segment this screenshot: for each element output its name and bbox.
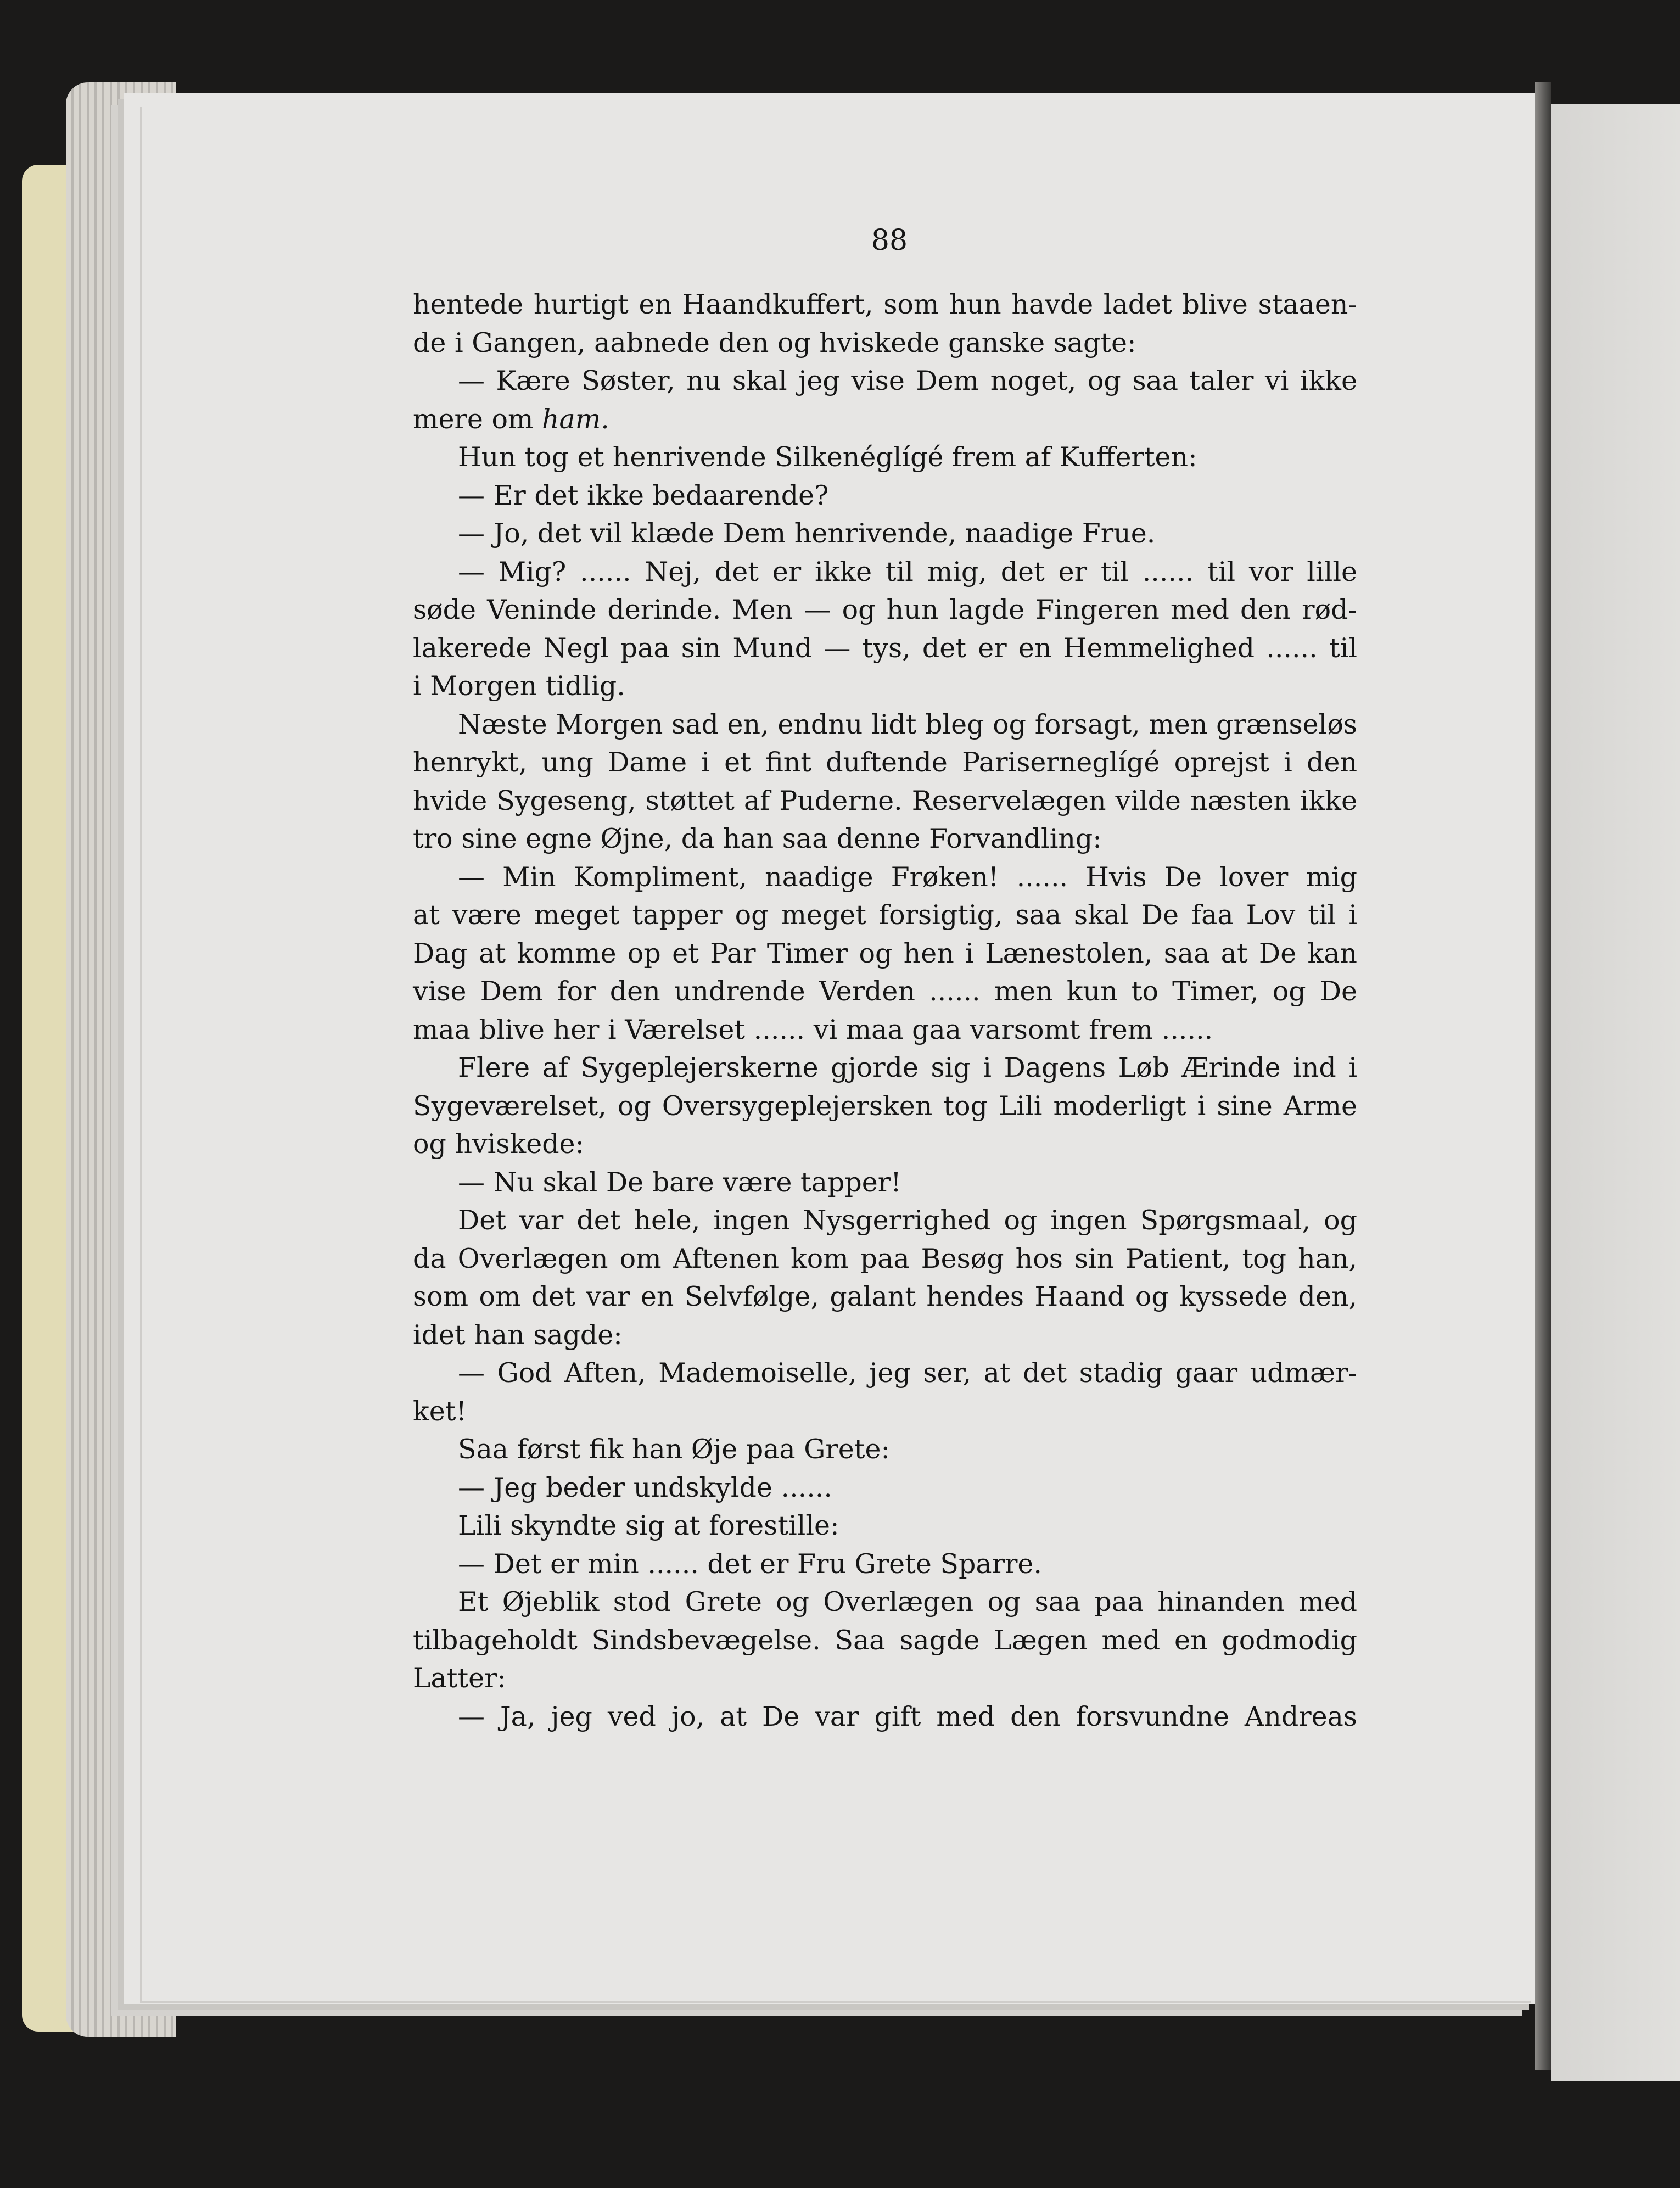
text-line: som om det var en Selvfølge, galant hendes Haand og kyssede den, [413,1281,1357,1312]
text-line: søde Veninde derinde. Men — og hun lagde Fingeren med den rød- [413,594,1357,625]
text-line: — Kære Søster, nu skal jeg vise Dem noget, og saa taler vi ikke [458,365,1357,396]
text-line: tro sine egne Øjne, da han saa denne Forvandling: [413,823,1102,854]
text-line: Et Øjeblik stod Grete og Overlægen og saa paa hinanden med [458,1586,1357,1618]
text-line: hvide Sygeseng, støttet af Puderne. Reservelægen vilde næsten ikke [413,785,1357,816]
page-text [413,286,1357,1736]
text-line: tilbageholdt Sindsbevægelse. Saa sagde Lægen med en godmodig [413,1624,1357,1656]
text-line: mere om ham. [413,403,609,435]
text-line: Hun tog et henrivende Silkenéglígé frem af Kufferten: [458,441,1197,473]
text-line: Næste Morgen sad en, endnu lidt bleg og forsagt, men grænseløs [458,708,1357,740]
text-line: Det var det hele, ingen Nysgerrighed og ingen Spørgsmaal, og [458,1205,1357,1236]
text-line: — Er det ikke bedaarende? [458,479,829,511]
text-line: ket! [413,1395,467,1427]
text-line: — Min Kompliment, naadige Frøken! ...... Hvis De lover mig [458,861,1357,893]
text-line: i Morgen tidlig. [413,670,625,702]
text-line: — Nu skal De bare være tapper! [458,1166,901,1198]
text-line: henrykt, ung Dame i et fint duftende Pariserneglígé oprejst i den [413,747,1357,778]
text-line: Sygeværelset, og Oversygeplejersken tog Lili moderligt i sine Arme [413,1090,1357,1122]
book-gutter [1535,82,1551,2070]
text-line: idet han sagde: [413,1319,623,1351]
text-line: hentede hurtigt en Haandkuffert, som hun havde ladet blive staaen- [413,289,1357,320]
text-line: da Overlægen om Aftenen kom paa Besøg hos sin Patient, tog han, [413,1243,1357,1274]
text-line: — Jeg beder undskylde ...... [458,1471,832,1503]
text-line: og hviskede: [413,1128,585,1160]
text-line: Dag at komme op et Par Timer og hen i Lænestolen, saa at De kan [413,937,1357,969]
text-line: lakerede Negl paa sin Mund — tys, det er en Hemmelighed ...... til [413,632,1357,664]
text-line: Saa først fik han Øje paa Grete: [458,1434,890,1465]
text-line: at være meget tapper og meget forsigtig, saa skal De faa Lov til i [413,899,1357,931]
facing-page [1551,104,1680,2081]
text-line: — God Aften, Mademoiselle, jeg ser, at det stadig gaar udmær- [458,1357,1357,1389]
page-number: 88 [871,224,908,257]
text-line: Lili skyndte sig at forestille: [458,1510,839,1541]
text-line: Flere af Sygeplejerskerne gjorde sig i Dagens Løb Ærinde ind i [458,1052,1357,1083]
text-line: — Det er min ...... det er Fru Grete Sparre. [458,1548,1043,1580]
text-line: — Mig? ...... Nej, det er ikke til mig, det er til ...... til vor lille [458,556,1357,587]
text-line: de i Gangen, aabnede den og hviskede ganske sagte: [413,327,1136,359]
text-line: — Ja, jeg ved jo, at De var gift med den forsvundne Andreas [458,1700,1357,1732]
text-line: maa blive her i Værelset ...... vi maa gaa varsomt frem ...... [413,1014,1213,1045]
text-line: Latter: [413,1663,507,1694]
text-line: — Jo, det vil klæde Dem henrivende, naadige Frue. [458,518,1156,549]
text-line: vise Dem for den undrende Verden ...... men kun to Timer, og De [413,976,1357,1007]
